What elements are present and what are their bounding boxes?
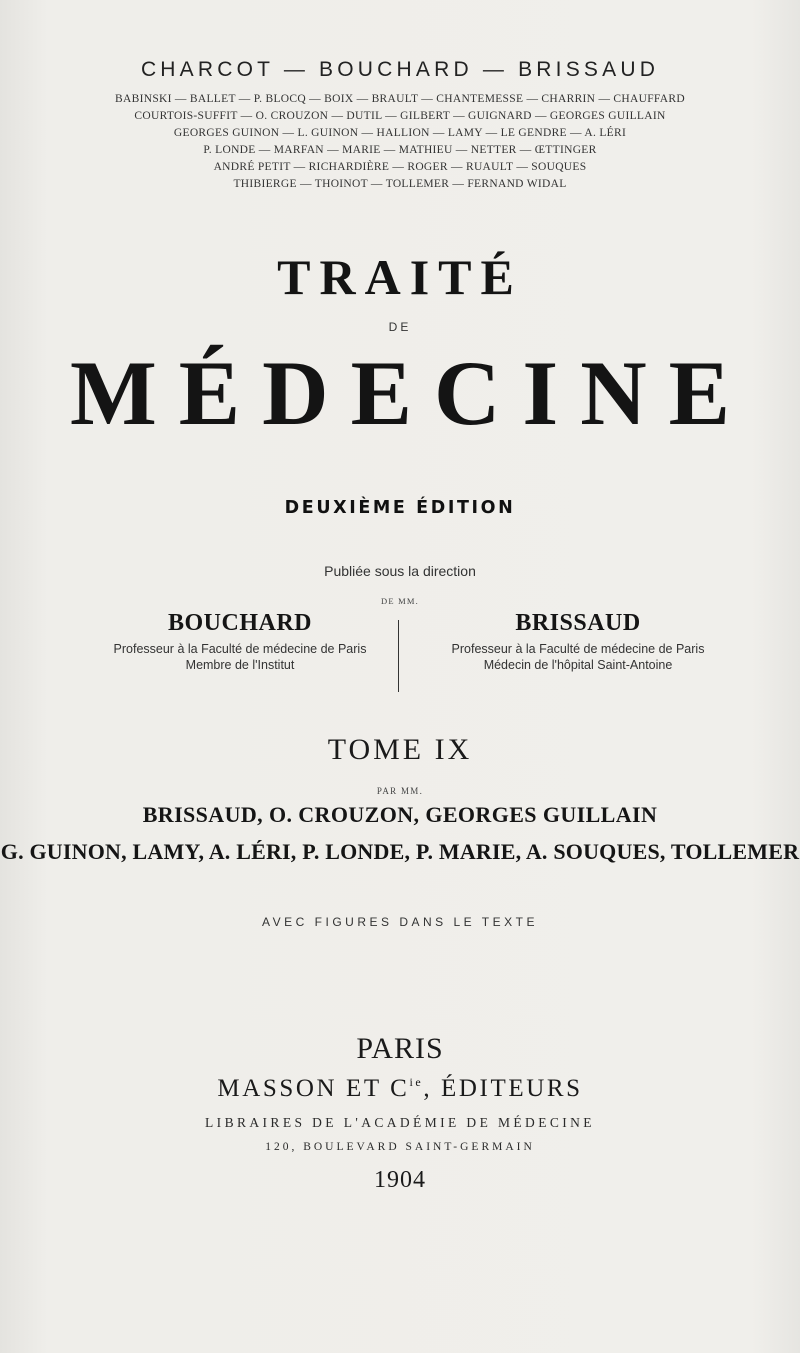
director-name: BOUCHARD — [167, 610, 312, 636]
direction-intro: Publiée sous la direction — [324, 563, 476, 579]
title-medecine: MÉDECINE — [69, 342, 753, 444]
director-hospital: Médecin de l'hôpital Saint-Antoine — [483, 658, 673, 672]
publisher-name-sup: ie — [409, 1075, 424, 1089]
director-title: Professeur à la Faculté de médecine de Paris — [451, 642, 705, 656]
director-membership: Membre de l'Institut — [185, 658, 295, 672]
contributors-line-5: ANDRÉ PETIT — RICHARDIÈRE — ROGER — RUAULT — SOUQUES — [213, 161, 587, 173]
director-name: BRISSAUD — [515, 610, 641, 636]
tome-authors-line-1: BRISSAUD, O. CROUZON, GEORGES GUILLAIN — [142, 802, 658, 827]
contributors-line-1: BABINSKI — BALLET — P. BLOCQ — BOIX — BRAULT — CHANTEMESSE — CHARRIN — CHAUFFARD — [115, 93, 685, 105]
tome-authors-line-2: G. GUINON, LAMY, A. LÉRI, P. LONDE, P. MARIE, A. SOUQUES, TOLLEMER — [0, 839, 800, 864]
column-divider — [398, 620, 399, 692]
publisher-libraires: LIBRAIRES DE L'ACADÉMIE DE MÉDECINE — [205, 1115, 595, 1130]
tome-par-mm: PAR MM. — [376, 786, 424, 796]
publisher-name — [0, 1075, 800, 1103]
publisher-city: PARIS — [356, 1032, 444, 1065]
title-traite: TRAITÉ — [277, 249, 523, 305]
publication-year: 1904 — [374, 1167, 426, 1193]
edition-label: DEUXIÈME ÉDITION — [284, 498, 516, 518]
director-brissaud — [408, 605, 748, 673]
publisher-address: 120, BOULEVARD SAINT-GERMAIN — [265, 1141, 535, 1153]
figures-note: AVEC FIGURES DANS LE TEXTE — [262, 915, 538, 929]
tome-number: TOME IX — [327, 733, 473, 766]
contributors-line-3: GEORGES GUINON — L. GUINON — HALLION — LAMY — LE GENDRE — A. LÉRI — [173, 127, 627, 139]
contributors-line-2: COURTOIS-SUFFIT — O. CROUZON — DUTIL — GILBERT — GUIGNARD — GEORGES GUILLAIN — [134, 110, 666, 122]
direction-de-mm: DE MM. — [381, 596, 419, 606]
publisher-name-role: , ÉDITEURS — [423, 1075, 583, 1102]
series-editors: CHARCOT — BOUCHARD — BRISSAUD — [140, 58, 660, 81]
publisher-name-main: MASSON ET C — [217, 1075, 410, 1102]
contributors-line-6: THIBIERGE — THOINOT — TOLLEMER — FERNAND WIDAL — [233, 178, 567, 190]
title-de: DE — [388, 320, 412, 334]
contributors-line-4: P. LONDE — MARFAN — MARIE — MATHIEU — NETTER — ŒTTINGER — [203, 144, 597, 156]
director-bouchard — [90, 605, 390, 673]
director-title: Professeur à la Faculté de médecine de Paris — [113, 642, 367, 656]
